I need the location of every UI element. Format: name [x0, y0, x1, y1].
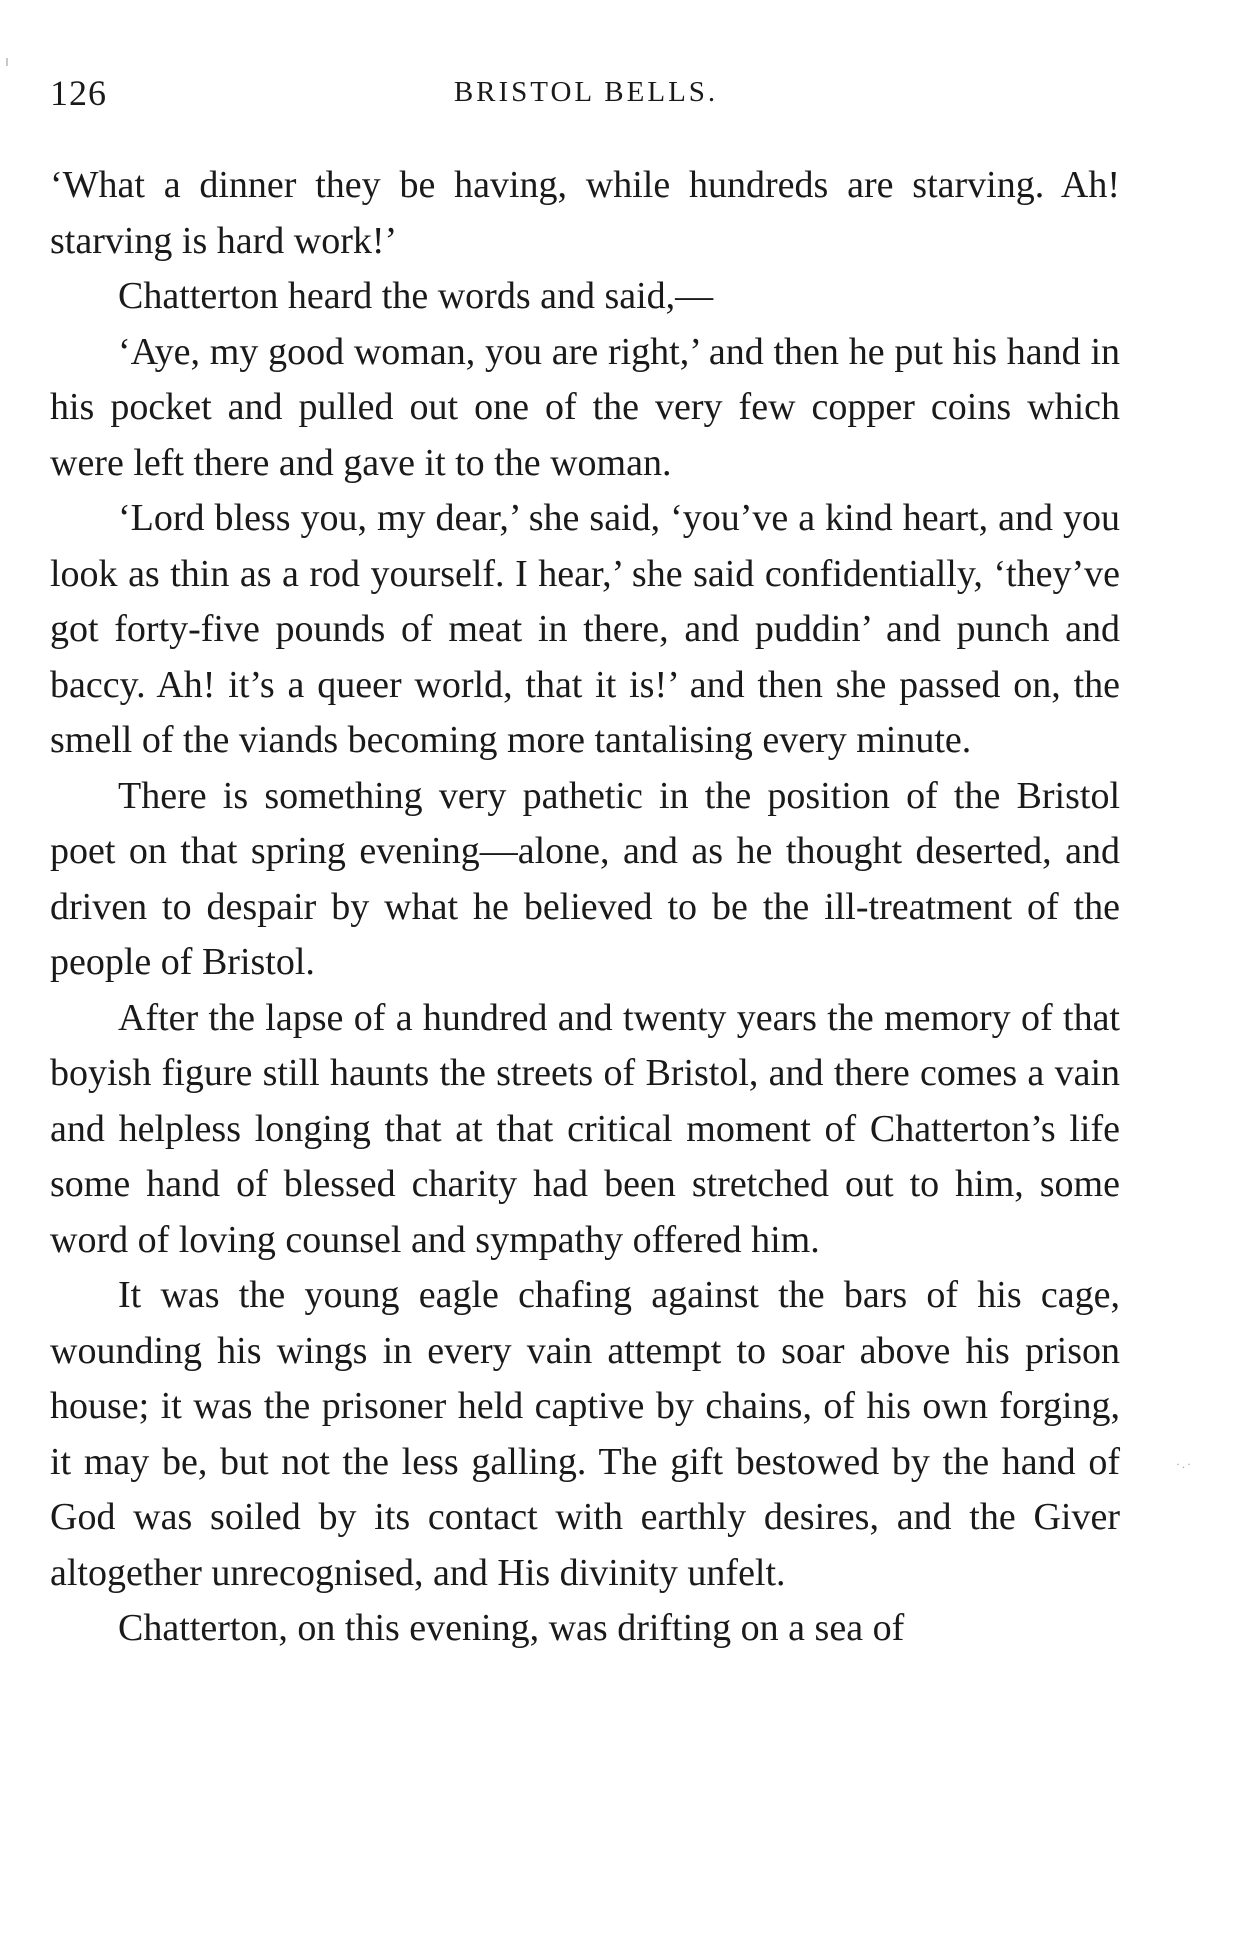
paragraph-drifting: Chatterton, on this evening, was drifting on a sea of [118, 1607, 905, 1649]
scan-edge-mark [6, 58, 8, 66]
paragraph-young-eagle: It was the young eagle chafing against the bars of his cage, wounding his wings in every vain attempt to soar above his prison house; it was the prisoner held captive by chains, of his own forging, it may be, but not the less galling. The gift bestowed by the hand of God was soiled by its contact with earthly desires, and the Giver altogether unrecognised, and His divinity unfelt. [50, 1274, 1120, 1594]
paragraph-lapse-of-years: After the lapse of a hundred and twenty years the memory of that boyish figure still haunts the streets of Bristol, and there comes a vain and helpless longing that at that critical moment of Chatterton’s life some hand of blessed charity had been stretched out to him, some word of loving counsel and sympathy offered him. [50, 996, 1120, 1261]
paragraph-chatterton-heard: Chatterton heard the words and said,— [118, 275, 714, 317]
page-number: 126 [50, 73, 107, 113]
body-text [50, 158, 1120, 1657]
running-head: BRISTOL BELLS. [453, 76, 719, 108]
margin-speck: ·.· [1176, 1457, 1193, 1471]
paragraph-aye-my-good-woman: ‘Aye, my good woman, you are right,’ and then he put his hand in his pocket and pulled out one of the very few copper coins which were left there and gave it to the woman. [50, 330, 1120, 484]
paragraph-dialogue-continued: ‘What a dinner they be having, while hundreds are starving. Ah! starving is hard work!’ [50, 164, 1120, 262]
page-header [50, 72, 1122, 122]
paragraph-pathetic-position: There is something very pathetic in the position of the Bristol poet on that spring evening—alone, and as he thought deserted, and driven to despair by what he believed to be the ill-treatment of the people of Bristol. [50, 774, 1120, 983]
paragraph-lord-bless-you: ‘Lord bless you, my dear,’ she said, ‘you’ve a kind heart, and you look as thin as a rod yourself. I hear,’ she said confidentially, ‘they’ve got forty-five pounds of meat in there, and puddin’ and punch and baccy. Ah! it’s a queer world, that it is!’ and then she passed on, the smell of the viands becoming more tantalising every minute. [50, 497, 1120, 761]
